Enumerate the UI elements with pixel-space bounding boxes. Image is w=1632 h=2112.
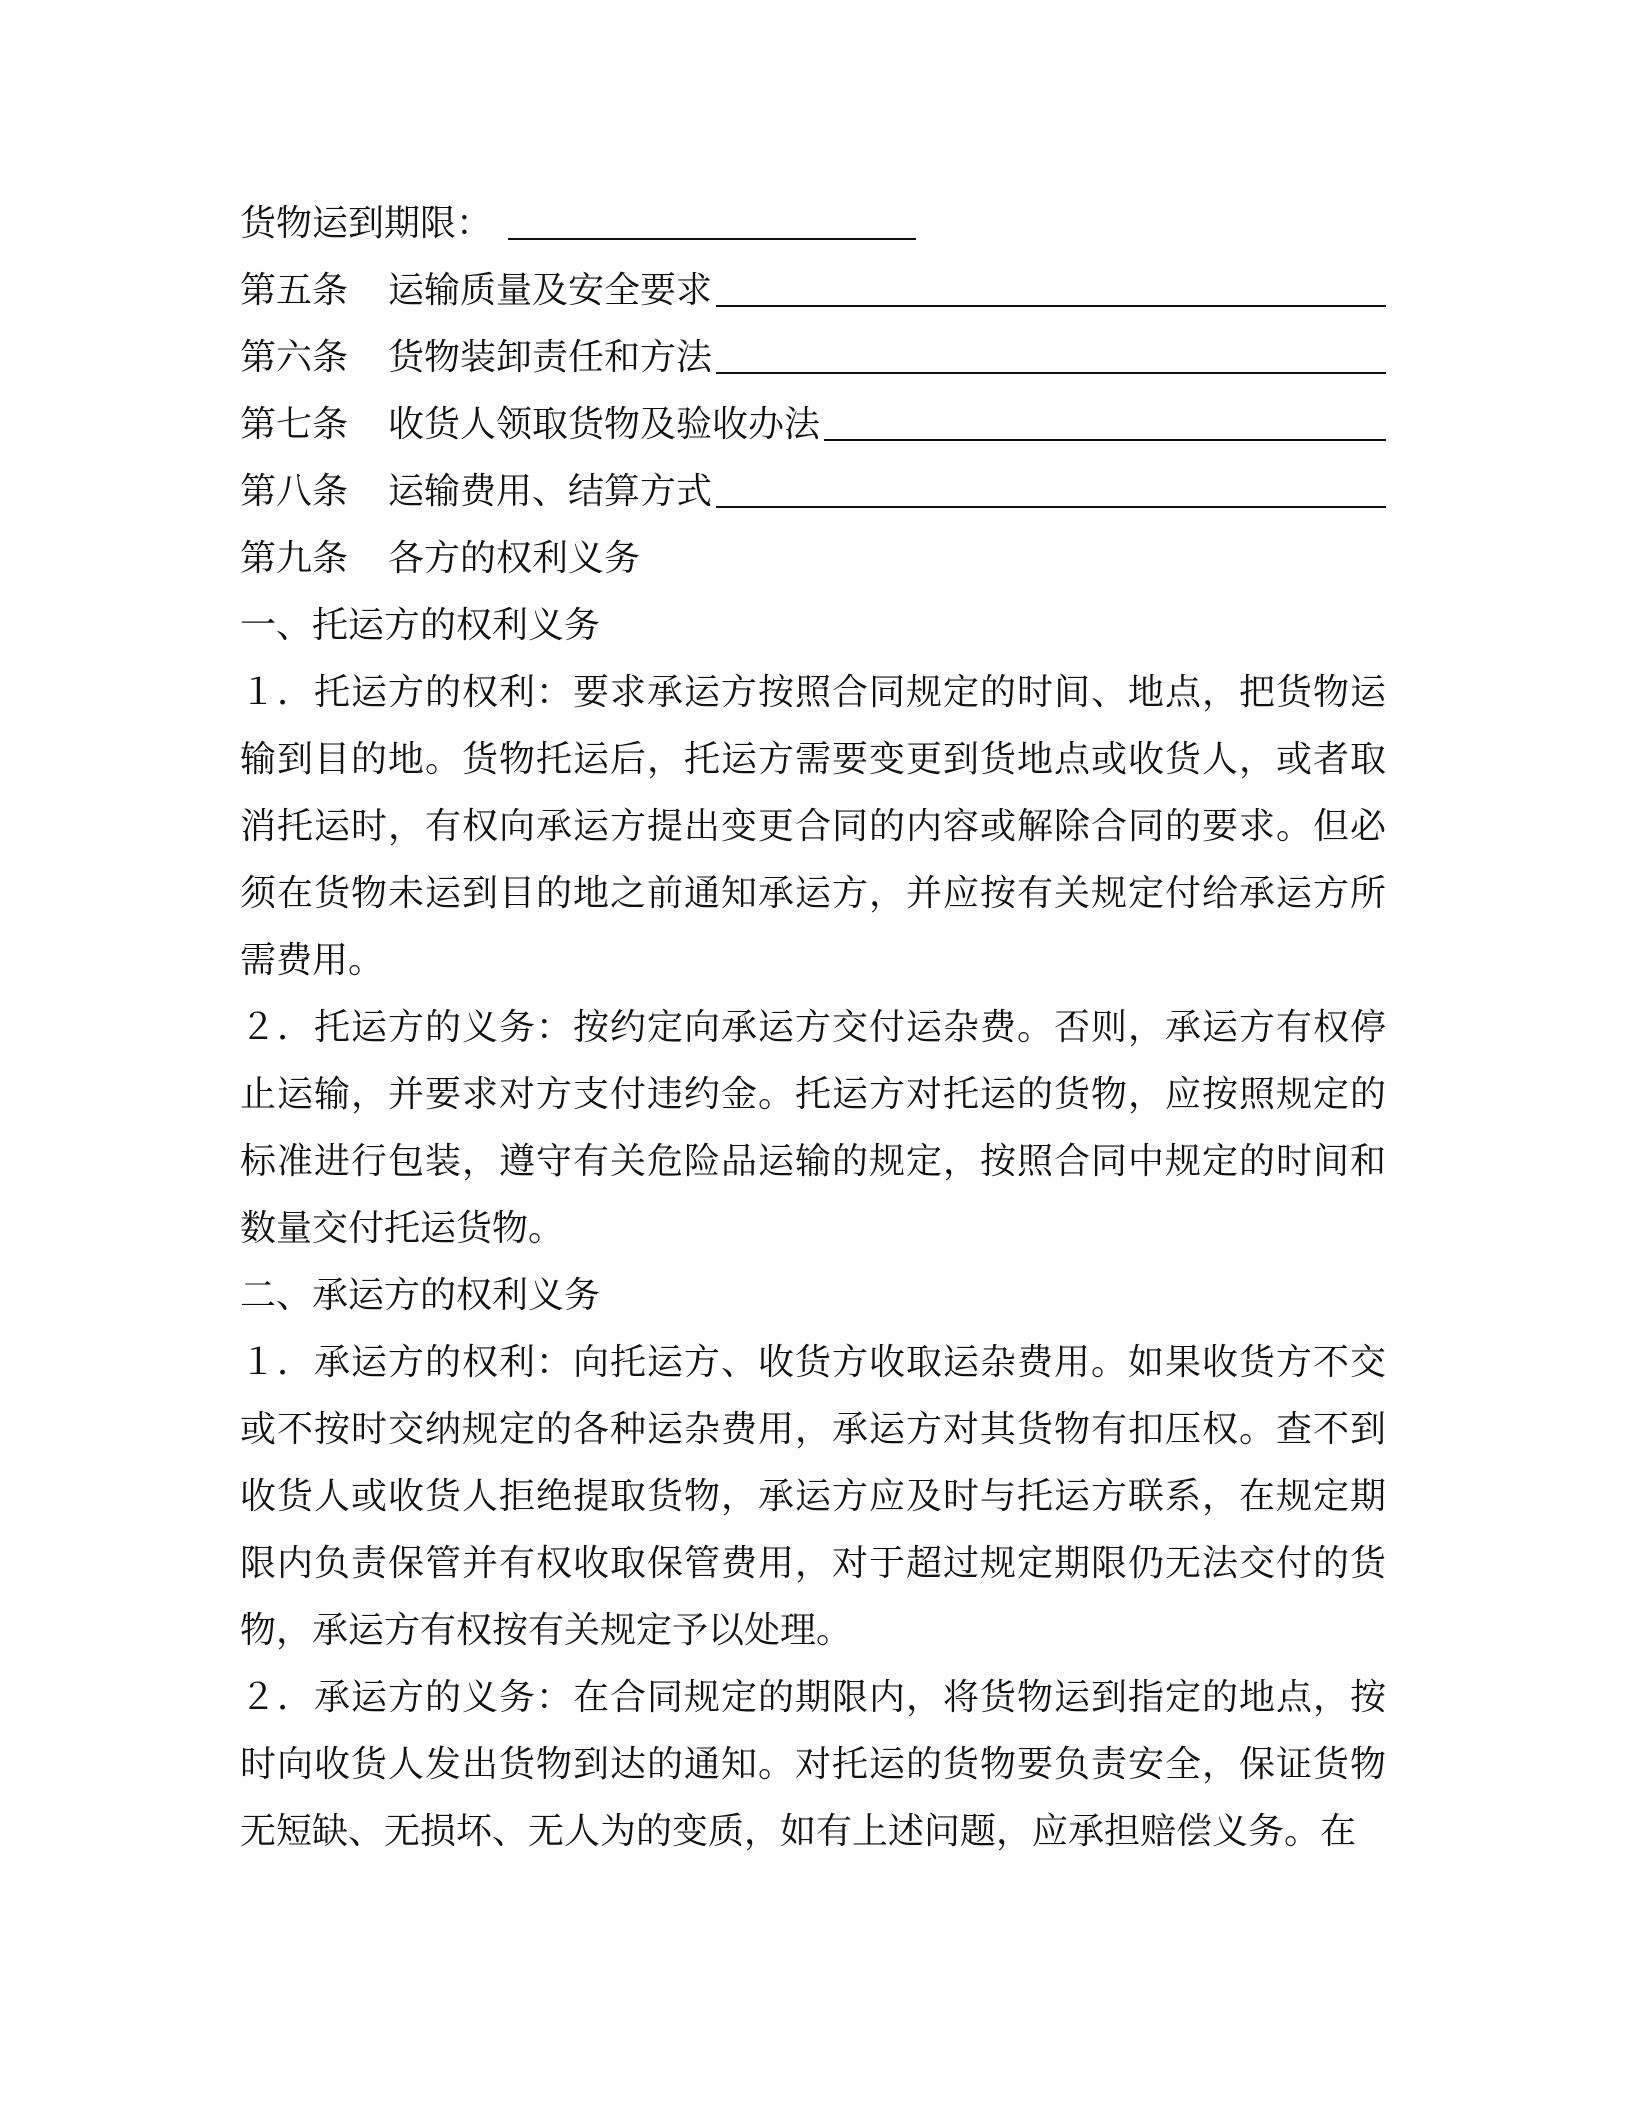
article-number: 第六条 <box>240 337 349 378</box>
article-title: 运输费用、结算方式 <box>388 471 713 512</box>
shipper-rights-paragraph: １．托运方的权利：要求承运方按照合同规定的时间、地点，把货物运输到目的地。货物托运后，托运方需要变更到货地点或收货人，或者取消托运时，有权向承运方提出变更合同的内容或解除合同的要求。但必须在货物未运到目的地之前通知承运方，并应按有关规定付给承运方所需费用。 <box>240 672 1386 981</box>
deadline-blank[interactable] <box>508 190 916 240</box>
article-blank[interactable] <box>716 458 1386 508</box>
section-one-heading: 一、托运方的权利义务 <box>240 605 601 646</box>
article-blank[interactable] <box>824 391 1386 441</box>
article-number: 第九条 <box>240 538 349 579</box>
article-7 <box>240 391 1386 458</box>
article-5 <box>240 257 1386 324</box>
article-number: 第五条 <box>240 270 349 311</box>
deadline-label: 货物运到期限： <box>240 203 493 244</box>
carrier-obligations-paragraph: ２．承运方的义务：在合同规定的期限内，将货物运到指定的地点，按时向收货人发出货物到达的通知。对托运的货物要负责安全，保证货物无短缺、无损坏、无人为的变质，如有上述问题，应承担赔偿义务。在 <box>240 1677 1386 1852</box>
article-blank[interactable] <box>716 257 1386 307</box>
article-number: 第七条 <box>240 404 349 445</box>
article-title: 运输质量及安全要求 <box>388 270 713 311</box>
article-title: 收货人领取货物及验收办法 <box>388 404 821 445</box>
carrier-rights-paragraph: １．承运方的权利：向托运方、收货方收取运杂费用。如果收货方不交或不按时交纳规定的各种运杂费用，承运方对其货物有扣压权。查不到收货人或收货人拒绝提取货物，承运方应及时与托运方联系，在规定期限内负责保管并有权收取保管费用，对于超过规定期限仍无法交付的货物，承运方有权按有关规定予以处理。 <box>240 1342 1386 1651</box>
article-number: 第八条 <box>240 471 349 512</box>
article-title: 货物装卸责任和方法 <box>388 337 713 378</box>
shipper-obligations-paragraph: ２．托运方的义务：按约定向承运方交付运杂费。否则，承运方有权停止运输，并要求对方支付违约金。托运方对托运的货物，应按照规定的标准进行包装，遵守有关危险品运输的规定，按照合同中规定的时间和数量交付托运货物。 <box>240 1007 1386 1249</box>
contract-page <box>240 190 1386 1865</box>
section-two-heading: 二、承运方的权利义务 <box>240 1275 601 1316</box>
article-blank[interactable] <box>716 324 1386 374</box>
article-8 <box>240 458 1386 525</box>
article-title: 各方的权利义务 <box>388 538 641 579</box>
deadline-line <box>240 190 1386 257</box>
article-6 <box>240 324 1386 391</box>
article-9 <box>240 525 1386 592</box>
